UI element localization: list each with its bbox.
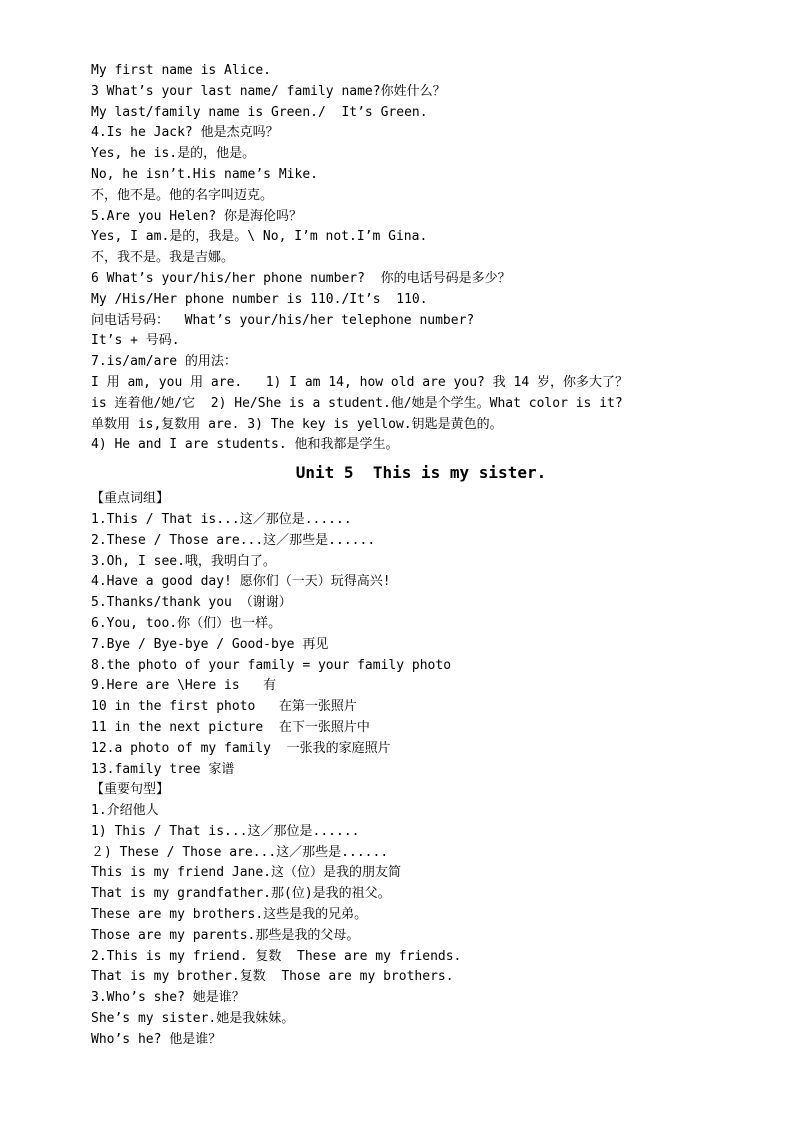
text-line: My last/family name is Green./ It’s Green. (91, 104, 428, 120)
text-line: 13.family tree 家谱 (91, 761, 235, 777)
text-line: is 连着他/她/它 2) He/She is a student.他/她是个学生。What color is it? (91, 395, 623, 411)
text-line: No, he isn’t.His name’s Mike. (91, 166, 318, 182)
text-line: 不，我不是。我是吉娜。 (91, 250, 235, 266)
text-line: This is my friend Jane.这（位）是我的朋友简 (91, 865, 402, 881)
text-line: 问电话号码： What’s your/his/her telephone number? (91, 312, 475, 328)
text-line: 9.Here are \Here is 有 (91, 678, 277, 694)
text-line: Yes, I am.是的，我是。\ No, I’m not.I’m Gina. (91, 229, 428, 245)
text-line: 7.is/am/are 的用法： (91, 354, 237, 370)
text-line: 8.the photo of your family = your family photo (91, 657, 452, 673)
text-line: 1.介绍他人 (91, 803, 159, 819)
text-line: 5.Are you Helen? 你是海伦吗？ (91, 208, 303, 224)
text-line: 1.This / That is...这／那位是...... (91, 511, 352, 527)
text-line: She’s my sister.她是我妹妹。 (91, 1011, 295, 1027)
text-line: 4.Is he Jack? 他是杰克吗？ (91, 125, 279, 141)
text-line: 6 What’s your/his/her phone number? 你的电话号码是多少？ (91, 270, 511, 286)
text-line: 6.You, too.你（们）也一样。 (91, 615, 282, 631)
text-line: Those are my parents.那些是我的父母。 (91, 927, 360, 943)
text-line: ２) These / Those are...这／那些是...... (91, 844, 389, 860)
text-line: My /His/Her phone number is 110./It’s 110. (91, 291, 428, 307)
text-line: 4) He and I are students. 他和我都是学生。 (91, 437, 399, 453)
document-body (91, 61, 751, 1051)
text-line: 1) This / That is...这／那位是...... (91, 823, 360, 839)
text-line: 11 in the next picture 在下一张照片中 (91, 719, 370, 735)
text-line: 3 What’s your last name/ family name?你姓什么？ (91, 83, 446, 99)
sentence-patterns-section (91, 61, 751, 456)
text-line: 12.a photo of my family 一张我的家庭照片 (91, 740, 391, 756)
text-line: That is my brother.复数 Those are my brothers. (91, 969, 454, 985)
text-line: These are my brothers.这些是我的兄弟。 (91, 907, 368, 923)
text-line: I 用 am, you 用 are. 1) I am 14, how old are you? 我 14 岁，你多大了？ (91, 374, 628, 390)
text-line: 2.These / Those are...这／那些是...... (91, 532, 376, 548)
unit-5-section (91, 489, 751, 1051)
text-line: 单数用 is,复数用 are. 3) The key is yellow.钥匙是黄色的。 (91, 416, 503, 432)
text-line: 3.Oh, I see.哦，我明白了。 (91, 553, 276, 569)
text-line: My first name is Alice. (91, 63, 272, 78)
text-line: 4.Have a good day! 愿你们（一天）玩得高兴! (91, 574, 391, 590)
text-line: That is my grandfather.那(位)是我的祖父。 (91, 886, 391, 902)
text-line: 2.This is my friend. 复数 These are my friends. (91, 948, 462, 964)
text-line: Yes, he is.是的，他是。 (91, 146, 256, 162)
unit-heading: Unit 5 This is my sister. (295, 463, 547, 483)
text-line: 10 in the first photo 在第一张照片 (91, 699, 357, 715)
text-line: 3.Who’s she? 她是谁？ (91, 990, 245, 1006)
text-line: 不，他不是。他的名字叫迈克。 (91, 187, 274, 203)
text-line: Who’s he? 他是谁？ (91, 1031, 222, 1047)
text-line: 7.Bye / Bye-bye / Good-bye 再见 (91, 636, 329, 652)
text-line: It’s + 号码. (91, 333, 180, 349)
text-line: 【重点词组】 (91, 491, 170, 507)
text-line: 【重要句型】 (91, 782, 170, 798)
text-line: 5.Thanks/thank you （谢谢） (91, 595, 292, 611)
